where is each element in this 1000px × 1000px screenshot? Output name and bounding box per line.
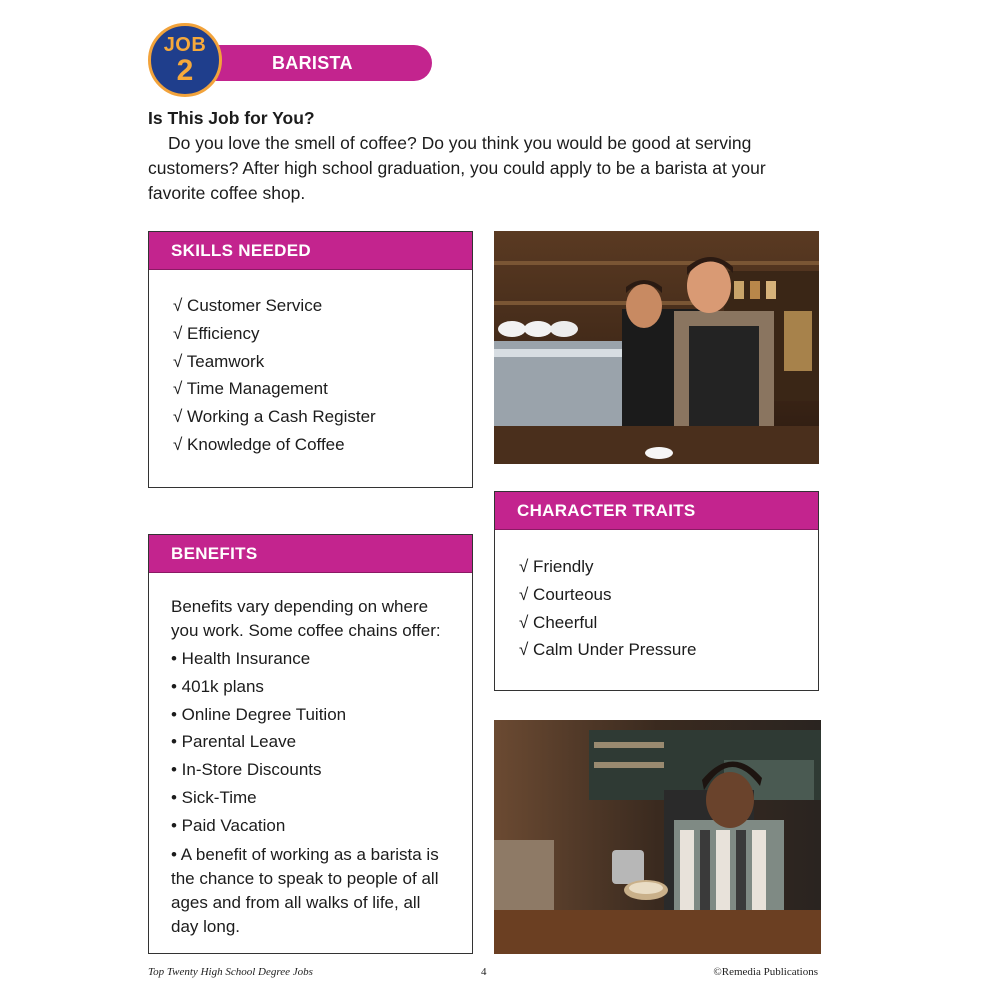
list-item: √ Working a Cash Register — [173, 407, 376, 427]
benefits-heading: BENEFITS — [149, 535, 472, 573]
job-title: BARISTA — [272, 52, 353, 73]
job-label: JOB — [163, 33, 207, 56]
list-item: √ Calm Under Pressure — [519, 640, 697, 660]
list-item: √ Courteous — [519, 584, 612, 604]
list-item: • Health Insurance — [171, 649, 311, 668]
footer-publisher: ©Remedia Publications — [713, 966, 818, 978]
list-item: √ Teamwork — [173, 351, 265, 371]
benefits-box — [148, 534, 473, 954]
intro-section — [148, 106, 808, 206]
character-traits-box — [494, 491, 819, 691]
skills-needed-box — [148, 231, 473, 488]
intro-heading: Is This Job for You? — [148, 108, 315, 128]
baristas-photo — [494, 231, 819, 464]
list-item: • Parental Leave — [171, 732, 297, 752]
benefits-lead: Benefits vary depending on where you work. Some coffee chains offer: — [171, 597, 441, 640]
traits-list — [495, 530, 818, 664]
job-number-badge — [148, 23, 222, 97]
job-title-banner — [206, 45, 432, 81]
list-item: √ Time Management — [173, 379, 328, 399]
list-item: • Sick-Time — [171, 787, 257, 807]
benefits-list — [171, 645, 452, 939]
list-item: √ Efficiency — [173, 323, 260, 343]
list-item: • Online Degree Tuition — [171, 704, 347, 724]
skills-list — [149, 270, 472, 459]
skills-heading: SKILLS NEEDED — [149, 232, 472, 270]
list-item: • Paid Vacation — [171, 815, 286, 835]
traits-heading: CHARACTER TRAITS — [495, 492, 818, 530]
list-item: √ Customer Service — [173, 296, 323, 315]
list-item: √ Knowledge of Coffee — [173, 434, 345, 454]
list-item: • A benefit of working as a barista is the chance to speak to people of all ages and from all walks of life, all day long. — [171, 844, 439, 936]
footer-book-title: Top Twenty High School Degree Jobs — [148, 966, 313, 978]
intro-text: Do you love the smell of coffee? Do you think you would be good at serving customers? After high school graduation, you could apply to be a barista at your favorite coffee shop. — [148, 133, 766, 203]
list-item: √ Cheerful — [519, 612, 598, 632]
barista-latte-art-photo — [494, 720, 821, 954]
footer-page-number: 4 — [481, 966, 487, 978]
list-item: • In-Store Discounts — [171, 760, 322, 780]
job-number: 2 — [176, 53, 194, 87]
list-item: √ Friendly — [519, 557, 594, 576]
list-item: • 401k plans — [171, 676, 264, 696]
